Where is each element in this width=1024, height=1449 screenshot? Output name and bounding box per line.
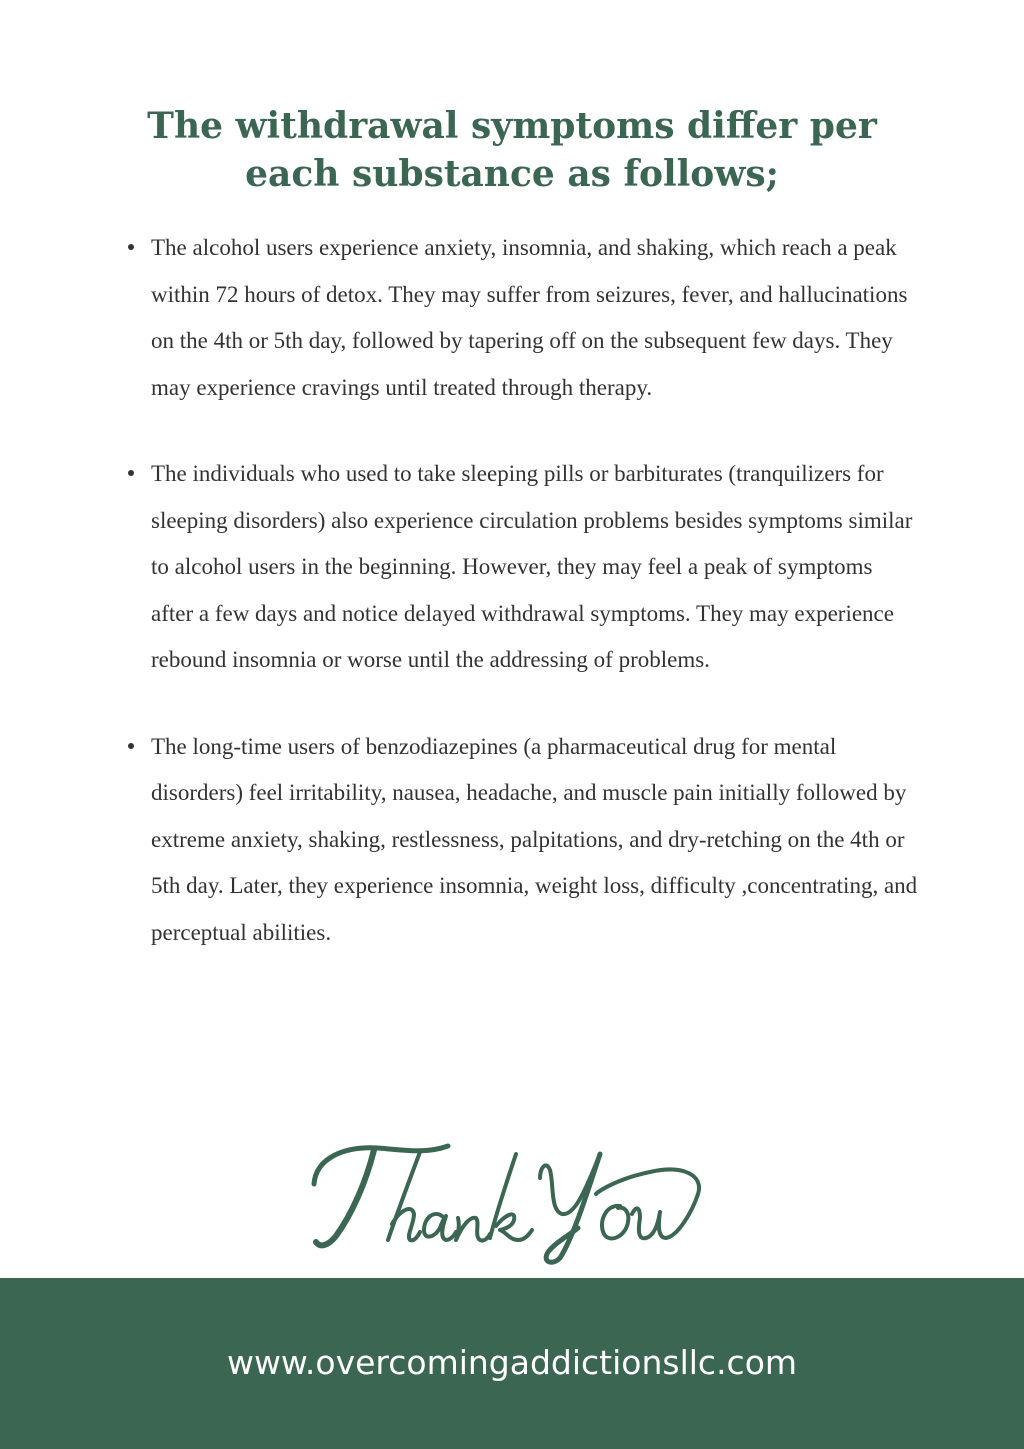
bullet-text: The individuals who used to take sleeping pills or barbiturates (tranquilizers for sleeping disorders) also experience circulation problems besides symptoms similar to alcohol users in the beginning. However, they may feel a peak of symptoms after a few days and notice delayed withdrawal symptoms. They may experience rebound insomnia or worse until the addressing of problems.: [151, 461, 913, 672]
bullet-list: [120, 225, 920, 996]
bullet-item-alcohol: [120, 225, 920, 411]
bullet-dot-icon: [128, 244, 134, 250]
website-url[interactable]: www.overcomingaddictionsllc.com: [226, 1343, 798, 1382]
bullet-dot-icon: [128, 743, 134, 749]
thank-you-script: [300, 1132, 724, 1272]
bullet-item-sleeping-pills: [120, 451, 920, 684]
bullet-text: The alcohol users experience anxiety, insomnia, and shaking, which reach a peak within 72 hours of detox. They may suffer from seizures, fever, and hallucinations on the 4th or 5th day, followed by tapering off on the subsequent few days. They may experience cravings until treated through therapy.: [151, 235, 908, 400]
bullet-dot-icon: [128, 470, 134, 476]
bullet-item-benzodiazepines: [120, 724, 920, 957]
bullet-text: The long-time users of benzodiazepines (a pharmaceutical drug for mental disorders) feel irritability, nausea, headache, and muscle pain initially followed by extreme anxiety, shaking, restlessness, palpitations, and dry-retching on the 4th or 5th day. Later, they experience insomnia, weight loss, difficulty ,concentrating, and perceptual abilities.: [151, 733, 918, 945]
page-title: The withdrawal symptoms differ per each substance as follows;: [147, 105, 877, 195]
footer-bar: [0, 1278, 1024, 1449]
